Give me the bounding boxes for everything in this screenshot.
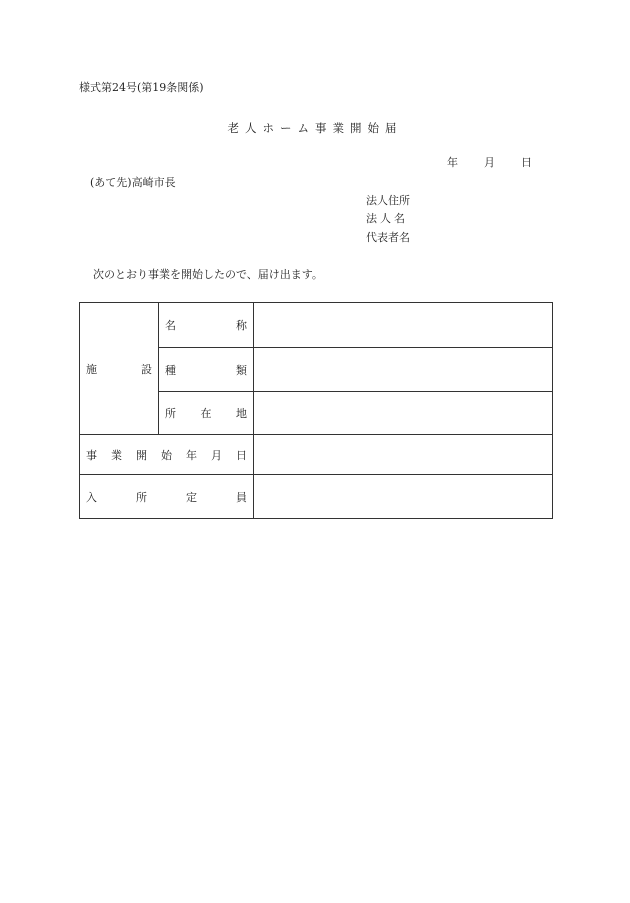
location-label: 所 在 地: [165, 407, 247, 420]
facility-type-field[interactable]: [254, 348, 553, 392]
capacity-label: 入 所 定 員: [86, 490, 247, 504]
body-text: 次のとおり事業を開始したので、届け出ます。: [93, 268, 323, 281]
type-label: 種 類: [165, 363, 247, 377]
addressee: (あて先)高崎市長: [90, 176, 176, 189]
capacity-label-cell: [80, 475, 254, 519]
date-year: 年: [447, 156, 458, 169]
date-line: [447, 156, 532, 170]
location-label-cell: [159, 392, 254, 435]
corporation-address-label: 法人住所: [366, 194, 410, 207]
form-table: [79, 302, 553, 519]
type-label-cell: [159, 348, 254, 392]
facility-name-field[interactable]: [254, 303, 553, 348]
capacity-field[interactable]: [254, 475, 553, 519]
start-date-field[interactable]: [254, 435, 553, 475]
facility-header: [80, 303, 159, 435]
name-label: 名 称: [165, 319, 247, 332]
corporation-name-label: 法人名: [366, 212, 408, 225]
date-month: 月: [484, 156, 495, 169]
date-day: 日: [521, 156, 532, 169]
form-title: 老人ホーム事業開始届: [227, 121, 403, 135]
name-label-cell: [159, 303, 254, 348]
start-date-label-cell: [80, 435, 254, 475]
facility-location-field[interactable]: [254, 392, 553, 435]
representative-label: 代表者名: [366, 231, 410, 244]
start-date-label: 事 業 開 始 年 月 日: [86, 448, 247, 462]
facility-label: 施 設: [86, 362, 152, 376]
form-id: 様式第24号(第19条関係): [79, 81, 204, 94]
